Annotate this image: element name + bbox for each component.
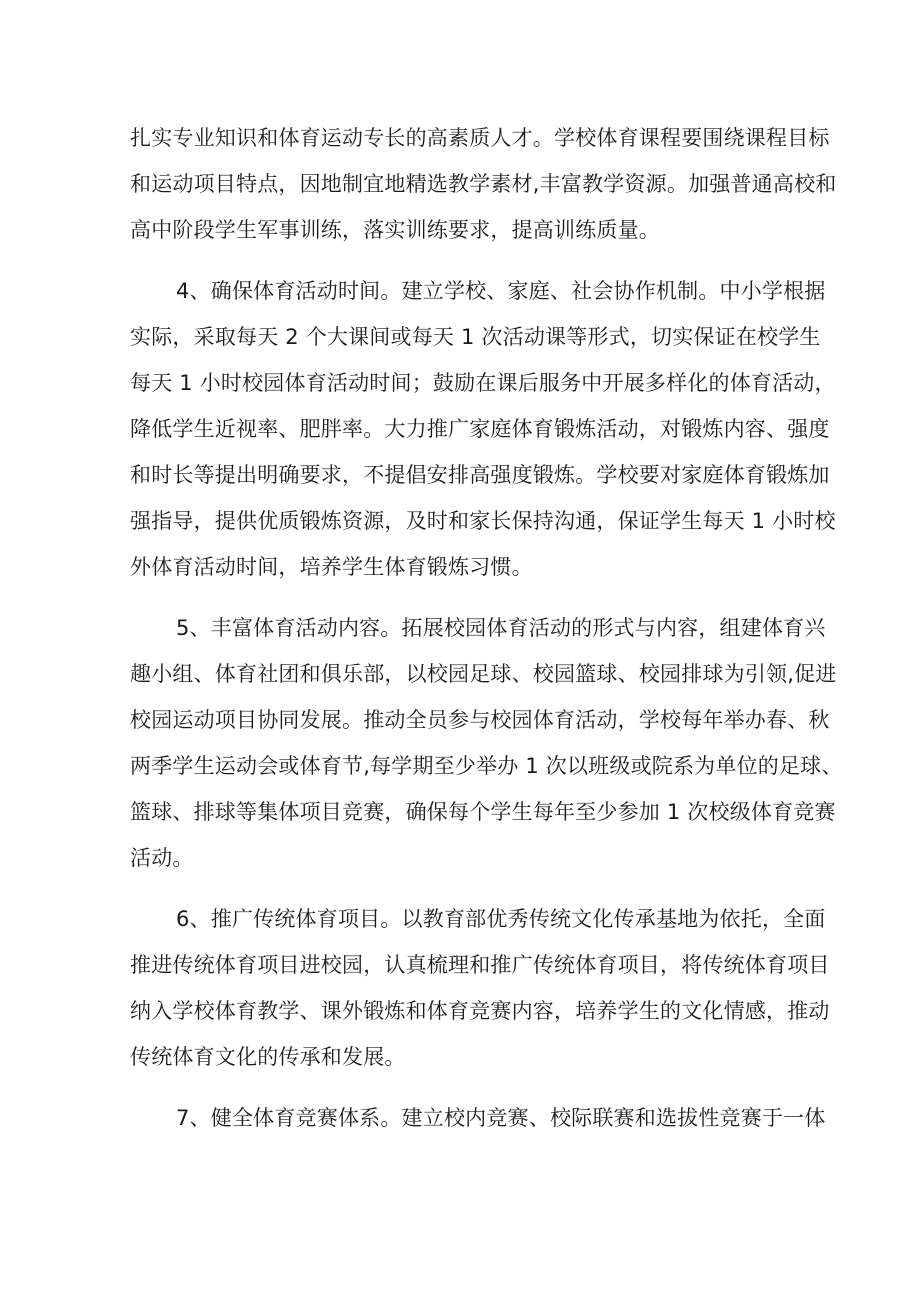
- text-line: 和运动项目特点，因地制宜地精选教学素材,丰富教学资源。加强普通高校和: [130, 172, 837, 196]
- text-line: 降低学生近视率、肥胖率。大力推广家庭体育锻炼活动，对锻炼内容、强度: [130, 417, 830, 441]
- paragraph-7-heading: 7、健全体育竞赛体系。建立校内竞赛、校际联赛和选拔性竞赛于一体: [176, 1106, 826, 1130]
- text-line: 和时长等提出明确要求，不提倡安排高强度锻炼。学校要对家庭体育锻炼加: [130, 463, 830, 487]
- paragraph-5-heading: 5、丰富体育活动内容。拓展校园体育活动的形式与内容，组建体育兴: [176, 616, 826, 640]
- text-line: 趣小组、体育社团和俱乐部，以校园足球、校园篮球、校园排球为引领,促进: [130, 662, 837, 686]
- paragraph-6-heading: 6、推广传统体育项目。以教育部优秀传统文化传承基地为依托，全面: [176, 907, 826, 931]
- text-line: 每天 1 小时校园体育活动时间；鼓励在课后服务中开展多样化的体育活动，: [130, 371, 836, 395]
- text-line: 实际，采取每天 2 个大课间或每天 1 次活动课等形式，切实保证在校学生: [130, 325, 821, 349]
- text-line: 推进传统体育项目进校园，认真梳理和推广传统体育项目，将传统体育项目: [130, 953, 830, 977]
- text-line: 纳入学校体育教学、课外锻炼和体育竞赛内容，培养学生的文化情感，推动: [130, 999, 830, 1023]
- text-line: 篮球、排球等集体项目竞赛，确保每个学生每年至少参加 1 次校级体育竞赛: [130, 800, 836, 824]
- text-line: 高中阶段学生军事训练，落实训练要求，提高训练质量。: [130, 218, 660, 242]
- text-line: 校园运动项目协同发展。推动全员参与校园体育活动，学校每年举办春、秋: [130, 708, 830, 732]
- text-line: 扎实专业知识和体育运动专长的高素质人才。学校体育课程要围绕课程目标: [130, 126, 830, 150]
- text-line: 外体育活动时间，培养学生体育锻炼习惯。: [130, 555, 533, 579]
- paragraph-4-heading: 4、确保体育活动时间。建立学校、家庭、社会协作机制。中小学根据: [176, 279, 826, 303]
- text-line: 传统体育文化的传承和发展。: [130, 1045, 406, 1069]
- text-line: 强指导，提供优质锻炼资源，及时和家长保持沟通，保证学生每天 1 小时校: [130, 509, 836, 533]
- text-line: 两季学生运动会或体育节,每学期至少举办 1 次以班级或院系为单位的足球、: [130, 754, 843, 778]
- text-line: 活动。: [130, 846, 194, 870]
